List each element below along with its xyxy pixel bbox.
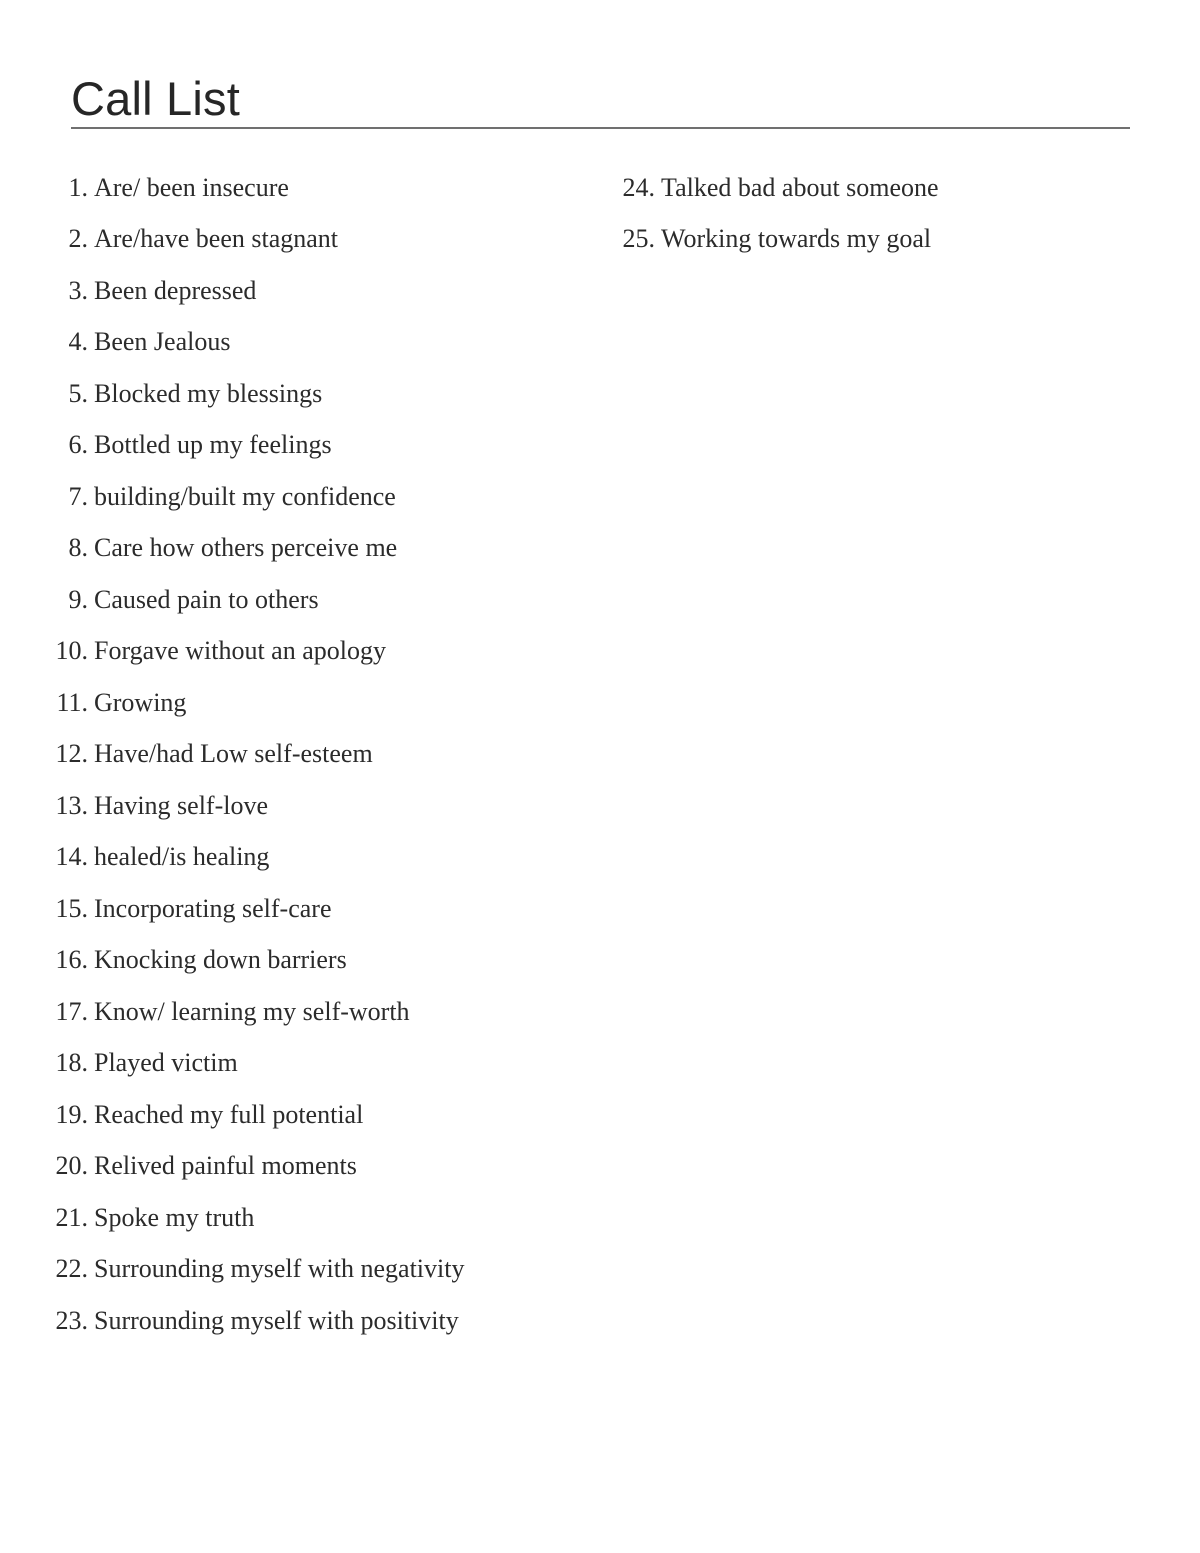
item-number: 22. xyxy=(55,1254,88,1284)
item-number: 11. xyxy=(56,687,88,717)
list-item xyxy=(40,162,580,214)
item-text: Knocking down barriers xyxy=(94,945,347,975)
list-item xyxy=(40,883,580,935)
item-number: 1. xyxy=(68,172,88,202)
call-list-column-left xyxy=(40,162,580,1347)
item-number: 15. xyxy=(55,893,88,923)
list-item xyxy=(40,1295,580,1347)
item-text: building/built my confidence xyxy=(94,481,396,511)
list-item xyxy=(40,729,580,781)
item-text: Talked bad about someone xyxy=(661,172,939,202)
list-item xyxy=(40,1141,580,1193)
list-item xyxy=(40,523,580,575)
list-item xyxy=(607,214,1167,266)
list-item xyxy=(40,986,580,1038)
item-text: Incorporating self-care xyxy=(94,893,332,923)
list-item xyxy=(40,1192,580,1244)
item-text: Growing xyxy=(94,687,187,717)
item-number: 25. xyxy=(622,224,655,254)
list-item xyxy=(40,1244,580,1296)
item-text: healed/is healing xyxy=(94,842,270,872)
list-item xyxy=(40,420,580,472)
item-number: 14. xyxy=(55,842,88,872)
item-text: Reached my full potential xyxy=(94,1099,364,1129)
list-item xyxy=(40,1089,580,1141)
item-number: 16. xyxy=(55,945,88,975)
item-text: Are/ been insecure xyxy=(94,172,289,202)
item-text: Know/ learning my self-worth xyxy=(94,996,410,1026)
list-item xyxy=(40,780,580,832)
item-number: 4. xyxy=(68,327,88,357)
item-number: 3. xyxy=(68,275,88,305)
item-number: 10. xyxy=(55,636,88,666)
item-number: 12. xyxy=(55,739,88,769)
list-item xyxy=(40,832,580,884)
item-text: Been Jealous xyxy=(94,327,231,357)
list-item xyxy=(40,1038,580,1090)
item-text: Spoke my truth xyxy=(94,1202,255,1232)
call-list-column-right xyxy=(607,162,1167,265)
item-text: Have/had Low self-esteem xyxy=(94,739,373,769)
item-number: 6. xyxy=(68,430,88,460)
item-number: 23. xyxy=(55,1305,88,1335)
item-number: 18. xyxy=(55,1048,88,1078)
list-item xyxy=(40,214,580,266)
item-number: 13. xyxy=(55,790,88,820)
list-item xyxy=(40,935,580,987)
list-item xyxy=(40,626,580,678)
list-item xyxy=(40,368,580,420)
item-number: 7. xyxy=(68,481,88,511)
list-item xyxy=(40,471,580,523)
item-text: Working towards my goal xyxy=(661,224,932,254)
item-text: Bottled up my feelings xyxy=(94,430,332,460)
item-text: Surrounding myself with positivity xyxy=(94,1305,459,1335)
item-number: 24. xyxy=(622,172,655,202)
item-text: Relived painful moments xyxy=(94,1151,357,1181)
item-number: 2. xyxy=(68,224,88,254)
list-item xyxy=(40,677,580,729)
item-number: 17. xyxy=(55,996,88,1026)
list-item xyxy=(607,162,1167,214)
list-item xyxy=(40,265,580,317)
item-number: 5. xyxy=(68,378,88,408)
item-number: 8. xyxy=(68,533,88,563)
item-text: Forgave without an apology xyxy=(94,636,386,666)
item-text: Blocked my blessings xyxy=(94,378,323,408)
item-number: 21. xyxy=(55,1202,88,1232)
title-block xyxy=(71,70,1130,129)
item-number: 20. xyxy=(55,1151,88,1181)
item-text: Been depressed xyxy=(94,275,257,305)
page-title: Call List xyxy=(71,72,240,125)
item-number: 19. xyxy=(55,1099,88,1129)
item-text: Having self-love xyxy=(94,790,269,820)
item-text: Are/have been stagnant xyxy=(94,224,339,254)
item-number: 9. xyxy=(68,584,88,614)
list-item xyxy=(40,317,580,369)
item-text: Played victim xyxy=(94,1048,238,1078)
item-text: Caused pain to others xyxy=(94,584,319,614)
item-text: Surrounding myself with negativity xyxy=(94,1254,465,1284)
list-item xyxy=(40,574,580,626)
item-text: Care how others perceive me xyxy=(94,533,398,563)
